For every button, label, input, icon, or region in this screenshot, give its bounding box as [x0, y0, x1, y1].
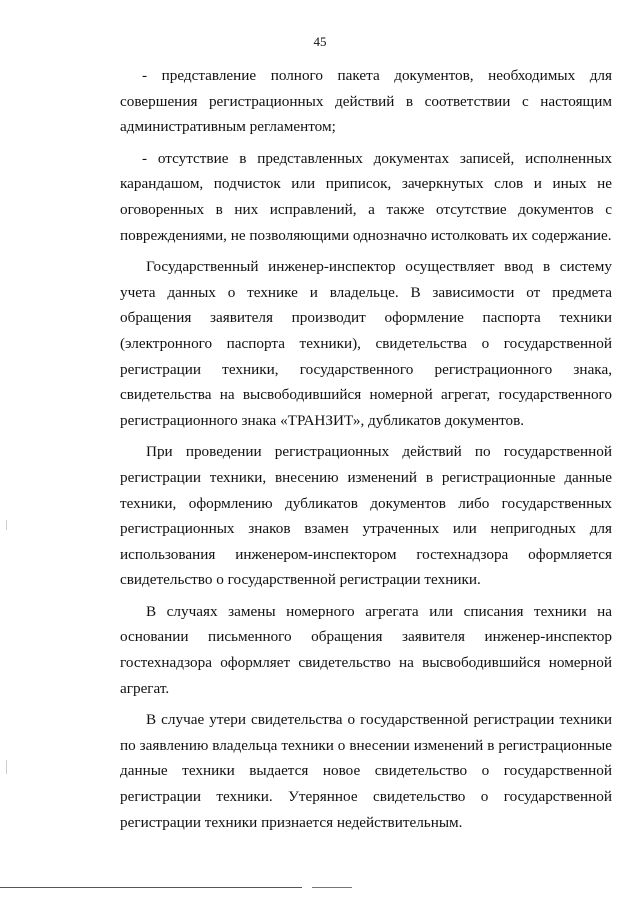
footer-rule [0, 887, 302, 888]
paragraph-inspector-data-entry: Государственный инженер-инспектор осуществляет ввод в систему учета данных о технике и владельце. В зависимости от предмета обращения заявителя производит оформление паспорта техники (электронного паспорта техники), свидетельства о государственной регистрации техники, государственного регистрационного знака, свидетельства на высвободившийся номерной агрегат, государственного регистрационного знака «ТРАНЗИТ», дубликатов документов. [120, 258, 612, 429]
list-item-no-corrections: - отсутствие в представленных документах записей, исполненных карандашом, подчисток или приписок, зачеркнутых слов и иных не оговоренных в них исправлений, а также отсутствие документов с повреждениями, не позволяющими однозначно истолковать их содержание. [120, 149, 612, 244]
scan-margin-mark [6, 520, 7, 530]
page-number: 45 [313, 34, 327, 49]
document-body [120, 63, 612, 841]
paragraph-lost-certificate: В случае утери свидетельства о государственной регистрации техники по заявлению владельца техники о внесении изменений в регистрационные данные техники выдается новое свидетельство о государственной регистрации техники. Утерянное свидетельство о государственной регистрации техники признается недействительным. [120, 711, 612, 831]
paragraph-unit-replacement: В случаях замены номерного агрегата или списания техники на основании письменного обращения заявителя инженер-инспектор гостехнадзора оформляет свидетельство на высвободившийся номерной агрегат. [120, 602, 612, 697]
list-item-documents-package: - представление полного пакета документов, необходимых для совершения регистрационных действий в соответствии с настоящим административным регламентом; [120, 67, 612, 136]
paragraph-registration-certificate: При проведении регистрационных действий по государственной регистрации техники, внесению изменений в регистрационные данные техники, оформлению дубликатов документов либо государственных регистрационных знаков взамен утраченных или непригодных для использования инженером-инспектором гостехнадзора оформляется свидетельство о государственной регистрации техники. [120, 443, 612, 589]
footer-rule-segment [312, 887, 352, 888]
scan-margin-mark [6, 760, 7, 774]
